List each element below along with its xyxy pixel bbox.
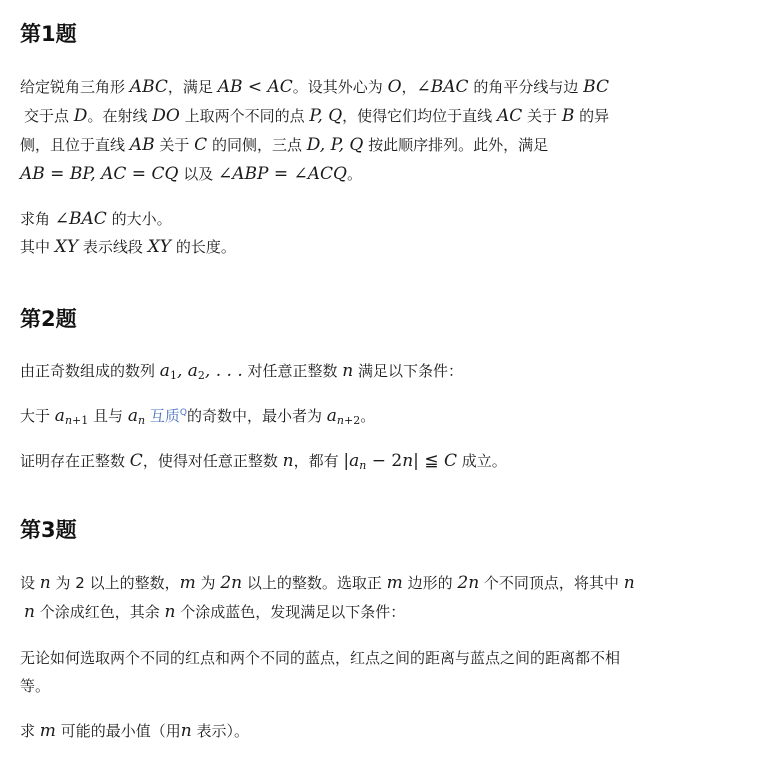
text-segment: 。设其外心为 xyxy=(292,78,383,96)
text-segment: 对任意正整数 xyxy=(247,362,338,380)
sequence-formula: $a_1$, $a_2$, . . . xyxy=(159,361,243,382)
text-segment: ，使得它们均位于直线 xyxy=(342,107,493,125)
text-segment: ，都有 xyxy=(293,452,339,470)
text-segment: 为 xyxy=(200,574,216,592)
math-segment: n xyxy=(39,573,51,593)
text-segment: 个不同顶点，将其中 xyxy=(483,574,619,592)
text-segment: ，满足 xyxy=(167,78,213,96)
problem-3-line-2 xyxy=(24,601,405,623)
math-segment: n xyxy=(24,602,35,622)
text-segment: 以上的整数。选取正 xyxy=(246,574,382,592)
math-segment: XY xyxy=(147,237,172,257)
text-segment: 为 2 以上的整数， xyxy=(55,574,180,592)
math-segment: P, Q xyxy=(309,106,343,126)
text-segment: 上取两个不同的点 xyxy=(184,107,305,125)
problem-1-line-4 xyxy=(20,163,362,185)
math-segment: AC xyxy=(496,106,523,126)
text-segment: 且与 xyxy=(93,407,124,425)
math-segment: AB = BP, AC = CQ xyxy=(20,164,179,184)
math-segment: n xyxy=(342,361,354,381)
text-segment: 成立。 xyxy=(461,452,507,470)
text-segment: 的大小。 xyxy=(111,210,172,228)
text-segment: 关于 xyxy=(159,136,190,154)
text-segment: 交于点 xyxy=(24,107,70,125)
math-segment: ∠BAC xyxy=(54,209,107,229)
math-segment: C xyxy=(129,451,143,471)
text-segment: 表示）。 xyxy=(196,722,249,740)
text-segment: 由正奇数组成的数列 xyxy=(20,362,156,380)
math-segment: D, P, Q xyxy=(306,135,364,155)
problem-1-line-1 xyxy=(20,76,609,98)
problem-3-line-1 xyxy=(20,572,635,594)
text-segment: 。 xyxy=(360,407,376,425)
text-segment: 求角 xyxy=(20,210,51,228)
text-segment: 的长度。 xyxy=(175,238,236,256)
search-icon[interactable]: Q xyxy=(179,408,187,418)
text-segment: ， xyxy=(401,78,417,96)
text-segment: 满足以下条件： xyxy=(358,362,464,380)
math-segment: n xyxy=(180,721,192,741)
math-segment: ∠BAC xyxy=(416,77,469,97)
formula-a-n-plus-1: $a_{n+1}$ xyxy=(54,406,89,427)
text-segment: 可能的最小值（用 xyxy=(60,722,181,740)
text-segment: 的奇数中，最小者为 xyxy=(186,407,322,425)
math-segment: m xyxy=(386,573,403,593)
math-segment: XY xyxy=(54,237,79,257)
problem-3-condition-line-2: 等。 xyxy=(20,677,51,695)
math-segment: n xyxy=(623,573,635,593)
text-segment: 。 xyxy=(346,165,362,183)
text-segment: 大于 xyxy=(20,407,51,425)
math-segment: n xyxy=(282,451,294,471)
problem-1-title: 第1题 xyxy=(20,22,77,46)
math-segment: BC xyxy=(583,77,609,97)
text-segment: 其中 xyxy=(20,238,51,256)
formula-a-n-plus-2: $a_{n+2}$ xyxy=(326,406,361,427)
formula-a-n: $a_n$ xyxy=(127,406,146,427)
problem-2-condition xyxy=(20,405,375,427)
problem-1-line-3 xyxy=(20,134,548,156)
text-segment: 按此顺序排列。此外，满足 xyxy=(368,136,549,154)
coprime-link[interactable]: 互质 xyxy=(149,407,180,425)
math-segment: AB xyxy=(129,135,155,155)
text-segment: 表示线段 xyxy=(82,238,143,256)
text-segment: 的同侧，三点 xyxy=(211,136,302,154)
text-segment: ，使得对任意正整数 xyxy=(142,452,278,470)
text-segment: 以及 xyxy=(183,165,214,183)
math-segment: n xyxy=(164,602,176,622)
text-segment: 求 xyxy=(20,722,36,740)
problem-3-condition-line-1: 无论如何选取两个不同的红点和两个不同的蓝点，红点之间的距离与蓝点之间的距离都不相 xyxy=(20,649,621,667)
problem-1-question xyxy=(20,208,172,230)
text-segment: 边形的 xyxy=(407,574,453,592)
text-segment: 设 xyxy=(20,574,36,592)
problem-2-title: 第2题 xyxy=(20,307,77,331)
text-segment: 证明存在正整数 xyxy=(20,452,126,470)
math-segment: 2n xyxy=(220,573,243,593)
math-segment: m xyxy=(39,721,56,741)
math-segment: O xyxy=(387,77,402,97)
math-segment: D xyxy=(73,106,88,126)
math-segment: 2n xyxy=(457,573,480,593)
text-segment: 关于 xyxy=(527,107,558,125)
problem-3-title: 第3题 xyxy=(20,518,77,542)
text-segment: 给定锐角三角形 xyxy=(20,78,126,96)
problem-1-note xyxy=(20,236,236,258)
inequality-formula: $|a_n - 2n|$ ≦ C xyxy=(343,451,457,472)
math-segment: C xyxy=(194,135,208,155)
text-segment: 个涂成蓝色，发现满足以下条件： xyxy=(180,603,406,621)
math-segment: ABC xyxy=(129,77,168,97)
text-segment: 个涂成红色，其余 xyxy=(39,603,160,621)
text-segment: 的异 xyxy=(579,107,610,125)
text-segment: 的角平分线与边 xyxy=(473,78,579,96)
math-segment: B xyxy=(561,106,575,126)
math-segment: ∠ABP = ∠ACQ xyxy=(217,164,347,184)
math-segment: DO xyxy=(152,106,180,126)
math-segment: AB < AC xyxy=(217,77,293,97)
text-segment: 侧，且位于直线 xyxy=(20,136,126,154)
problem-1-line-2 xyxy=(24,105,609,127)
problem-2-line-1 xyxy=(20,360,463,382)
problem-3-question xyxy=(20,720,249,742)
text-segment: 。在射线 xyxy=(87,107,148,125)
problem-2-question xyxy=(20,450,507,472)
math-segment: m xyxy=(179,573,196,593)
